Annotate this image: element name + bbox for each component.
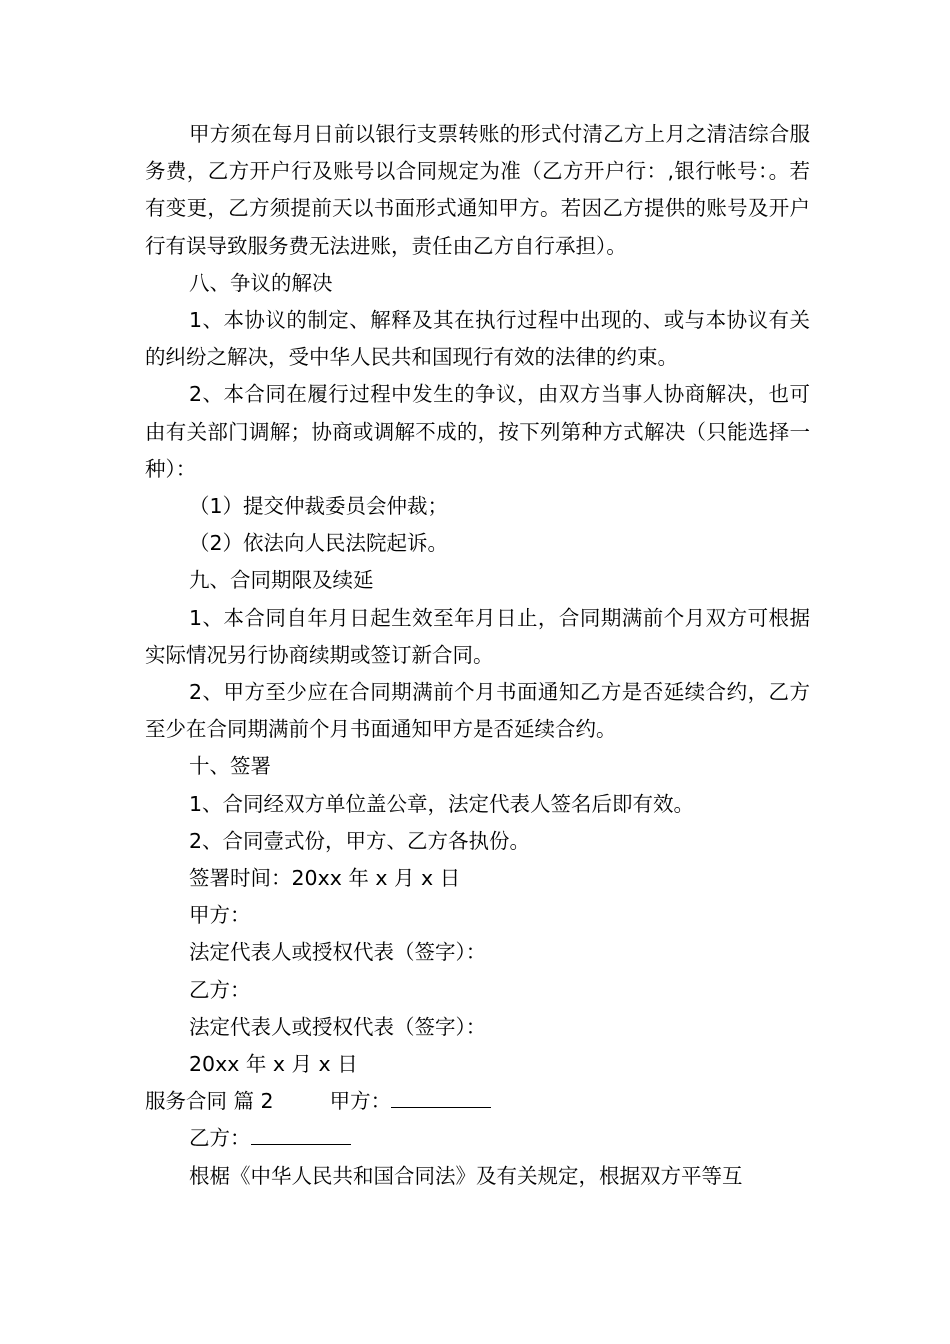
disputes-option-2: （2）依法向人民法院起诉。 [189, 531, 449, 556]
section-heading-term: 九、合同期限及续延 [189, 568, 374, 593]
payment-paragraph: 甲方须在每月日前以银行支票转账的形式付清乙方上月之清洁综合服务费，乙方开户行及账号以合同规定为准（乙方开户行：,银行帐号：。若有变更，乙方须提前天以书面形式通知甲方。若因乙方提供的账号及开户行有误导致服务费无法进账，责任由乙方自行承担）。 [145, 122, 810, 258]
section-2-title: 服务合同 篇 2 [145, 1089, 274, 1114]
section-2-party-b-label: 乙方： [189, 1126, 251, 1151]
party-b-representative: 法定代表人或授权代表（签字）： [189, 1014, 487, 1039]
section-2-intro: 根椐《中华人民共和国合同法》及有关规定，根据双方平等互 [189, 1163, 743, 1188]
section-heading-signing: 十、签署 [189, 754, 271, 779]
signing-time: 签署时间：20xx 年 x 月 x 日 [189, 866, 461, 891]
signing-clause-2: 2、合同壹式份，甲方、乙方各执份。 [189, 828, 531, 853]
signing-clause-1: 1、合同经双方单位盖公章，法定代表人签名后即有效。 [189, 791, 695, 816]
party-b-label: 乙方： [189, 977, 251, 1002]
document-page [145, 116, 810, 1195]
party-a-representative: 法定代表人或授权代表（签字）： [189, 940, 487, 965]
party-a-blank-line [391, 1083, 491, 1108]
term-clause-1: 1、本合同自年月日起生效至年月日止，合同期满前个月双方可根据实际情况另行协商续期或签订新合同。 [145, 605, 810, 667]
section-2-party-a-label: 甲方： [329, 1089, 392, 1114]
party-b-blank-line [251, 1120, 351, 1145]
disputes-option-1: （1）提交仲裁委员会仲裁； [189, 494, 449, 519]
disputes-clause-1: 1、本协议的制定、解释及其在执行过程中出现的、或与本协议有关的纠纷之解决，受中华人民共和国现行有效的法律的约束。 [145, 308, 810, 370]
section-2-header [145, 1083, 810, 1120]
section-2-party-b [145, 1120, 810, 1157]
signing-date: 20xx 年 x 月 x 日 [189, 1052, 358, 1077]
section-heading-disputes: 八、争议的解决 [189, 270, 333, 295]
term-clause-2: 2、甲方至少应在合同期满前个月书面通知乙方是否延续合约，乙方至少在合同期满前个月书面通知甲方是否延续合约。 [145, 680, 810, 742]
party-a-label: 甲方： [189, 903, 251, 928]
disputes-clause-2: 2、本合同在履行过程中发生的争议，由双方当事人协商解决，也可由有关部门调解；协商或调解不成的，按下列第种方式解决（只能选择一种）： [145, 382, 810, 481]
